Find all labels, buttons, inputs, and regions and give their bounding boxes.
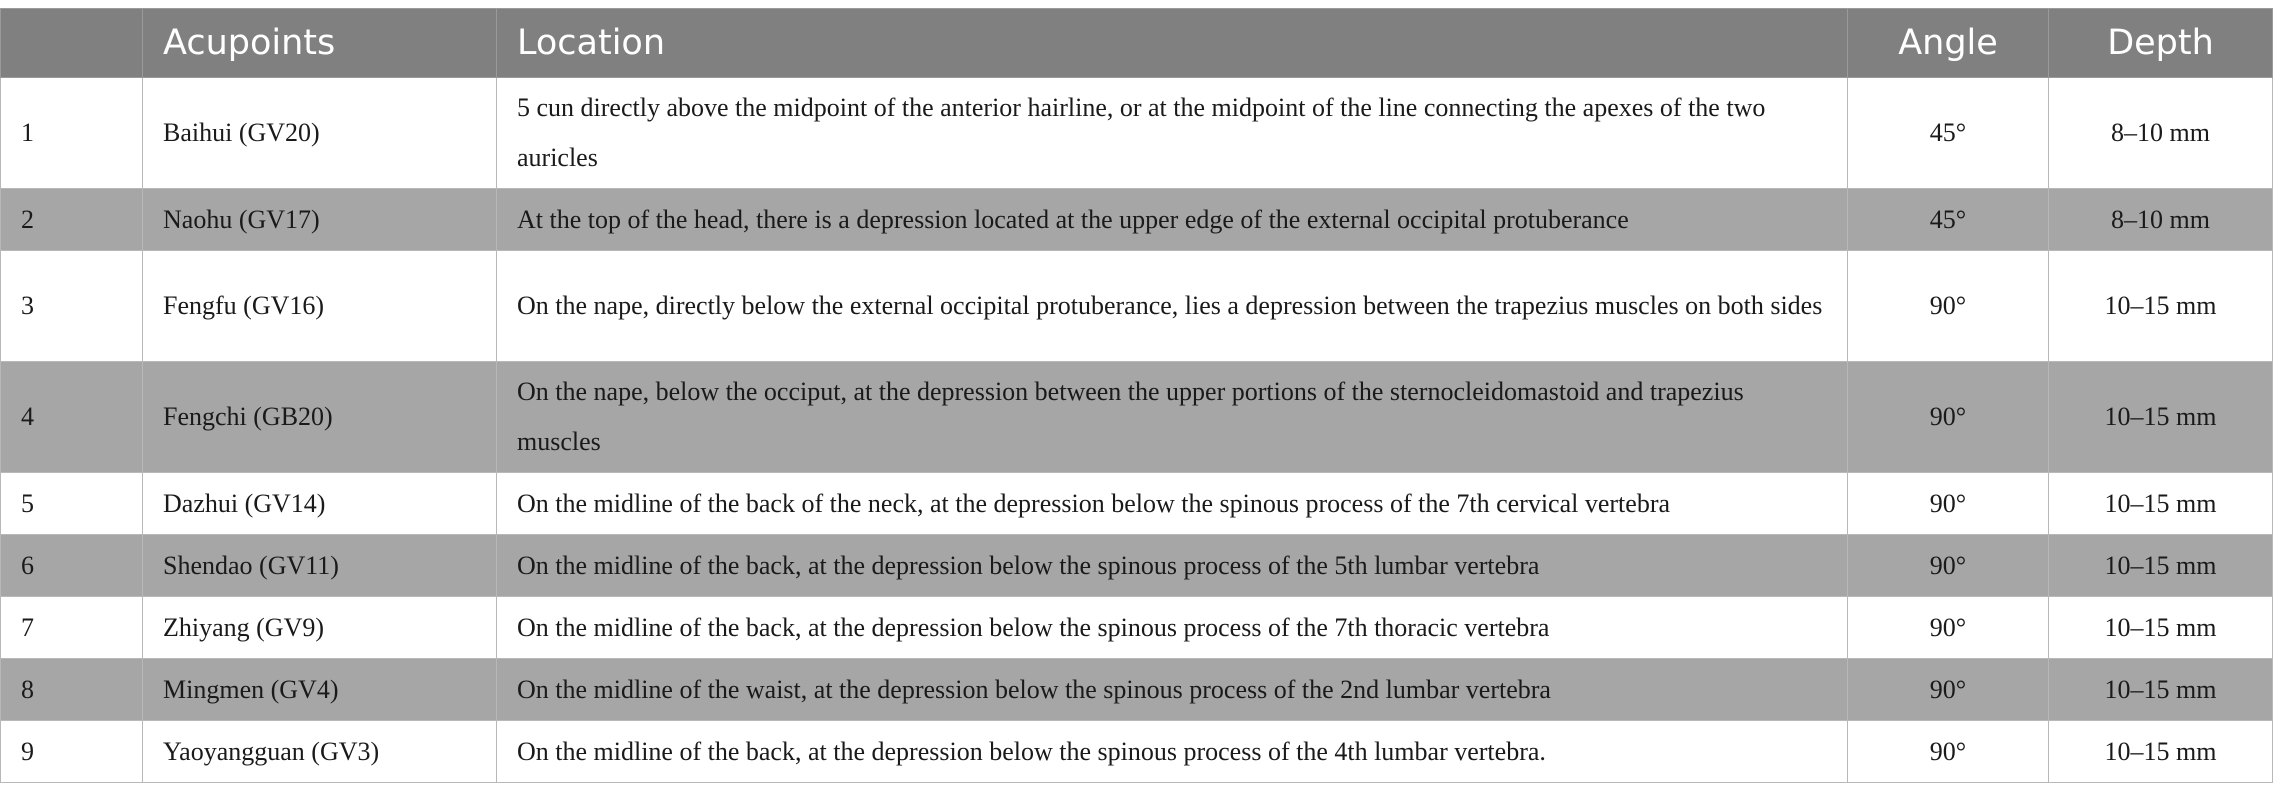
row-depth: 10–15 mm: [2049, 362, 2273, 473]
row-number: 1: [1, 78, 143, 189]
table-row: [1, 473, 2273, 535]
row-number: 5: [1, 473, 143, 535]
table-row: [1, 659, 2273, 721]
header-row: [1, 9, 2273, 78]
row-acupoint: Fengfu (GV16): [143, 251, 497, 362]
row-number: 4: [1, 362, 143, 473]
row-angle: 90°: [1848, 597, 2049, 659]
row-depth: 10–15 mm: [2049, 473, 2273, 535]
table-row: [1, 597, 2273, 659]
row-angle: 90°: [1848, 721, 2049, 783]
table-row: [1, 251, 2273, 362]
row-location: On the midline of the back of the neck, at the depression below the spinous process of the 7th cervical vertebra: [497, 473, 1848, 535]
row-angle: 45°: [1848, 78, 2049, 189]
row-acupoint: Naohu (GV17): [143, 189, 497, 251]
acupoints-table: [0, 8, 2273, 783]
row-angle: 90°: [1848, 535, 2049, 597]
table-row: [1, 189, 2273, 251]
table-row: [1, 78, 2273, 189]
row-number: 2: [1, 189, 143, 251]
row-acupoint: Zhiyang (GV9): [143, 597, 497, 659]
row-number: 3: [1, 251, 143, 362]
table-row: [1, 535, 2273, 597]
row-number: 8: [1, 659, 143, 721]
row-location: On the midline of the waist, at the depression below the spinous process of the 2nd lumbar vertebra: [497, 659, 1848, 721]
row-acupoint: Dazhui (GV14): [143, 473, 497, 535]
row-depth: 8–10 mm: [2049, 78, 2273, 189]
row-angle: 90°: [1848, 473, 2049, 535]
row-location: On the midline of the back, at the depression below the spinous process of the 5th lumbar vertebra: [497, 535, 1848, 597]
row-location: 5 cun directly above the midpoint of the anterior hairline, or at the midpoint of the line connecting the apexes of the two auricles: [497, 78, 1848, 189]
header-depth: Depth: [2049, 9, 2273, 78]
table-body: [1, 78, 2273, 783]
row-number: 6: [1, 535, 143, 597]
table-header: [1, 9, 2273, 78]
header-number: [1, 9, 143, 78]
row-angle: 90°: [1848, 362, 2049, 473]
table-row: [1, 721, 2273, 783]
row-acupoint: Yaoyangguan (GV3): [143, 721, 497, 783]
row-depth: 10–15 mm: [2049, 251, 2273, 362]
row-depth: 10–15 mm: [2049, 597, 2273, 659]
row-acupoint: Mingmen (GV4): [143, 659, 497, 721]
row-angle: 90°: [1848, 251, 2049, 362]
row-depth: 10–15 mm: [2049, 721, 2273, 783]
row-depth: 10–15 mm: [2049, 535, 2273, 597]
header-acupoints: Acupoints: [143, 9, 497, 78]
row-number: 9: [1, 721, 143, 783]
row-number: 7: [1, 597, 143, 659]
row-depth: 10–15 mm: [2049, 659, 2273, 721]
row-angle: 45°: [1848, 189, 2049, 251]
row-angle: 90°: [1848, 659, 2049, 721]
row-depth: 8–10 mm: [2049, 189, 2273, 251]
row-acupoint: Shendao (GV11): [143, 535, 497, 597]
row-location: At the top of the head, there is a depression located at the upper edge of the external occipital protuberance: [497, 189, 1848, 251]
row-location: On the nape, directly below the external occipital protuberance, lies a depression between the trapezius muscles on both sides: [497, 251, 1848, 362]
row-acupoint: Fengchi (GB20): [143, 362, 497, 473]
table-row: [1, 362, 2273, 473]
row-acupoint: Baihui (GV20): [143, 78, 497, 189]
header-angle: Angle: [1848, 9, 2049, 78]
row-location: On the midline of the back, at the depression below the spinous process of the 7th thoracic vertebra: [497, 597, 1848, 659]
row-location: On the midline of the back, at the depression below the spinous process of the 4th lumbar vertebra.: [497, 721, 1848, 783]
row-location: On the nape, below the occiput, at the depression between the upper portions of the sternocleidomastoid and trapezius muscles: [497, 362, 1848, 473]
header-location: Location: [497, 9, 1848, 78]
